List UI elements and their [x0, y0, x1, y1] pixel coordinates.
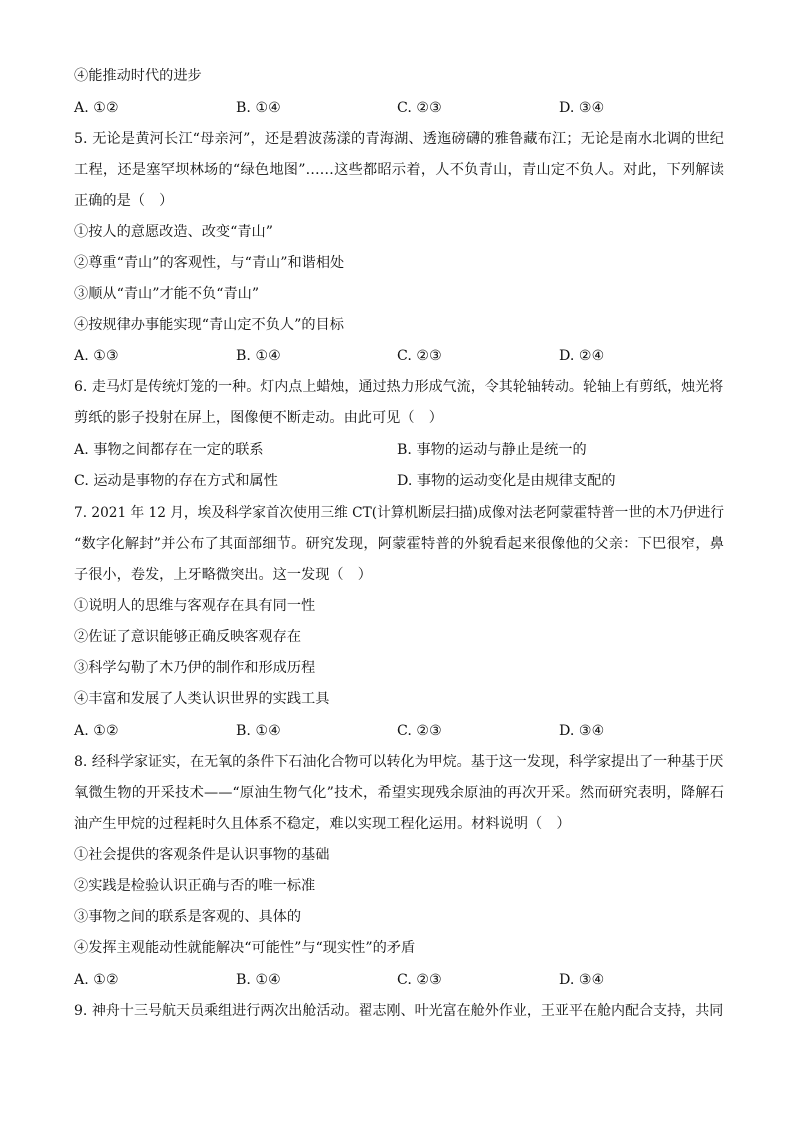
q4-item-4: ④能推动时代的进步 — [74, 68, 202, 84]
q5-item-2: ②尊重“青山”的客观性，与“青山”和谐相处 — [74, 255, 345, 271]
q7-option-c: C. ②③ — [397, 723, 442, 739]
q4-option-b: B. ①④ — [236, 100, 281, 116]
q7-item-1: ①说明人的思维与客观存在具有同一性 — [74, 598, 316, 614]
q8-option-a: A. ①② — [74, 972, 119, 988]
q8-item-3: ③事物之间的联系是客观的、具体的 — [74, 909, 302, 925]
q7-option-b: B. ①④ — [236, 723, 281, 739]
q5-option-c: C. ②③ — [397, 348, 442, 364]
q7-item-2: ②佐证了意识能够正确反映客观存在 — [74, 629, 302, 645]
q6-option-d: D. 事物的运动变化是由规律支配的 — [397, 473, 616, 489]
q7-stem-line-3: 子很小，卷发，上牙略微突出。这一发现（ ） — [74, 567, 372, 583]
q8-item-4: ④发挥主观能动性就能解决“可能性”与“现实性”的矛盾 — [74, 940, 416, 956]
q5-option-b: B. ①④ — [236, 348, 281, 364]
q8-stem-line-2: 氧微生物的开采技术——“原油生物气化”技术，希望实现残余原油的再次开采。然而研究表明，降解石 — [74, 785, 724, 801]
q4-option-c: C. ②③ — [397, 100, 442, 116]
q5-option-d: D. ②④ — [559, 348, 605, 364]
q9-stem-line-1: 9. 神舟十三号航天员乘组进行两次出舱活动。翟志刚、叶光富在舱外作业，王亚平在舱内配合支持，共同 — [74, 1003, 724, 1019]
q4-option-a: A. ①② — [74, 100, 119, 116]
q7-item-4: ④丰富和发展了人类认识世界的实践工具 — [74, 691, 330, 707]
q7-option-a: A. ①② — [74, 723, 119, 739]
q5-item-3: ③顺从“青山”才能不负“青山” — [74, 286, 260, 302]
q6-option-a: A. 事物之间都存在一定的联系 — [74, 442, 264, 458]
q8-option-b: B. ①④ — [236, 972, 281, 988]
q7-stem-line-1: 7. 2021 年 12 月，埃及科学家首次使用三维 CT(计算机断层扫描)成像对法老阿蒙霍特普一世的木乃伊进行 — [74, 505, 724, 521]
q4-option-d: D. ③④ — [559, 100, 605, 116]
q8-option-c: C. ②③ — [397, 972, 442, 988]
q5-stem-line-1: 5. 无论是黄河长江“母亲河”，还是碧波荡漾的青海湖、透迤磅礴的雅鲁藏布江；无论是南水北调的世纪 — [74, 131, 724, 147]
q5-option-a: A. ①③ — [74, 348, 119, 364]
q6-option-b: B. 事物的运动与静止是统一的 — [397, 442, 587, 458]
q7-stem-line-2: “数字化解封”并公布了其面部细节。研究发现，阿蒙霍特普的外貌看起来很像他的父亲：下巴很窄，鼻 — [74, 536, 724, 552]
q6-stem-line-2: 剪纸的影子投射在屏上，图像便不断走动。由此可见（ ） — [74, 410, 443, 426]
q7-option-d: D. ③④ — [559, 723, 605, 739]
q6-stem-line-1: 6. 走马灯是传统灯笼的一种。灯内点上蜡烛，通过热力形成气流，令其轮轴转动。轮轴上有剪纸，烛光将 — [74, 379, 724, 395]
q5-stem-line-2: 工程，还是塞罕坝林场的“绿色地图”……这些都昭示着，人不负青山，青山定不负人。对此，下列解读 — [74, 162, 724, 178]
q6-option-c: C. 运动是事物的存在方式和属性 — [74, 473, 278, 489]
q8-option-d: D. ③④ — [559, 972, 605, 988]
q5-stem-line-3: 正确的是（ ） — [74, 193, 174, 209]
q5-item-4: ④按规律办事能实现“青山定不负人”的目标 — [74, 317, 344, 333]
q8-stem-line-1: 8. 经科学家证实，在无氧的条件下石油化合物可以转化为甲烷。基于这一发现，科学家提出了一种基于厌 — [74, 754, 724, 770]
q5-item-1: ①按人的意愿改造、改变“青山” — [74, 224, 273, 240]
q8-item-2: ②实践是检验认识正确与否的唯一标准 — [74, 878, 316, 894]
q8-item-1: ①社会提供的客观条件是认识事物的基础 — [74, 847, 330, 863]
q8-stem-line-3: 油产生甲烷的过程耗时久且体系不稳定，难以实现工程化运用。材料说明（ ） — [74, 816, 571, 832]
q7-item-3: ③科学勾勒了木乃伊的制作和形成历程 — [74, 660, 316, 676]
